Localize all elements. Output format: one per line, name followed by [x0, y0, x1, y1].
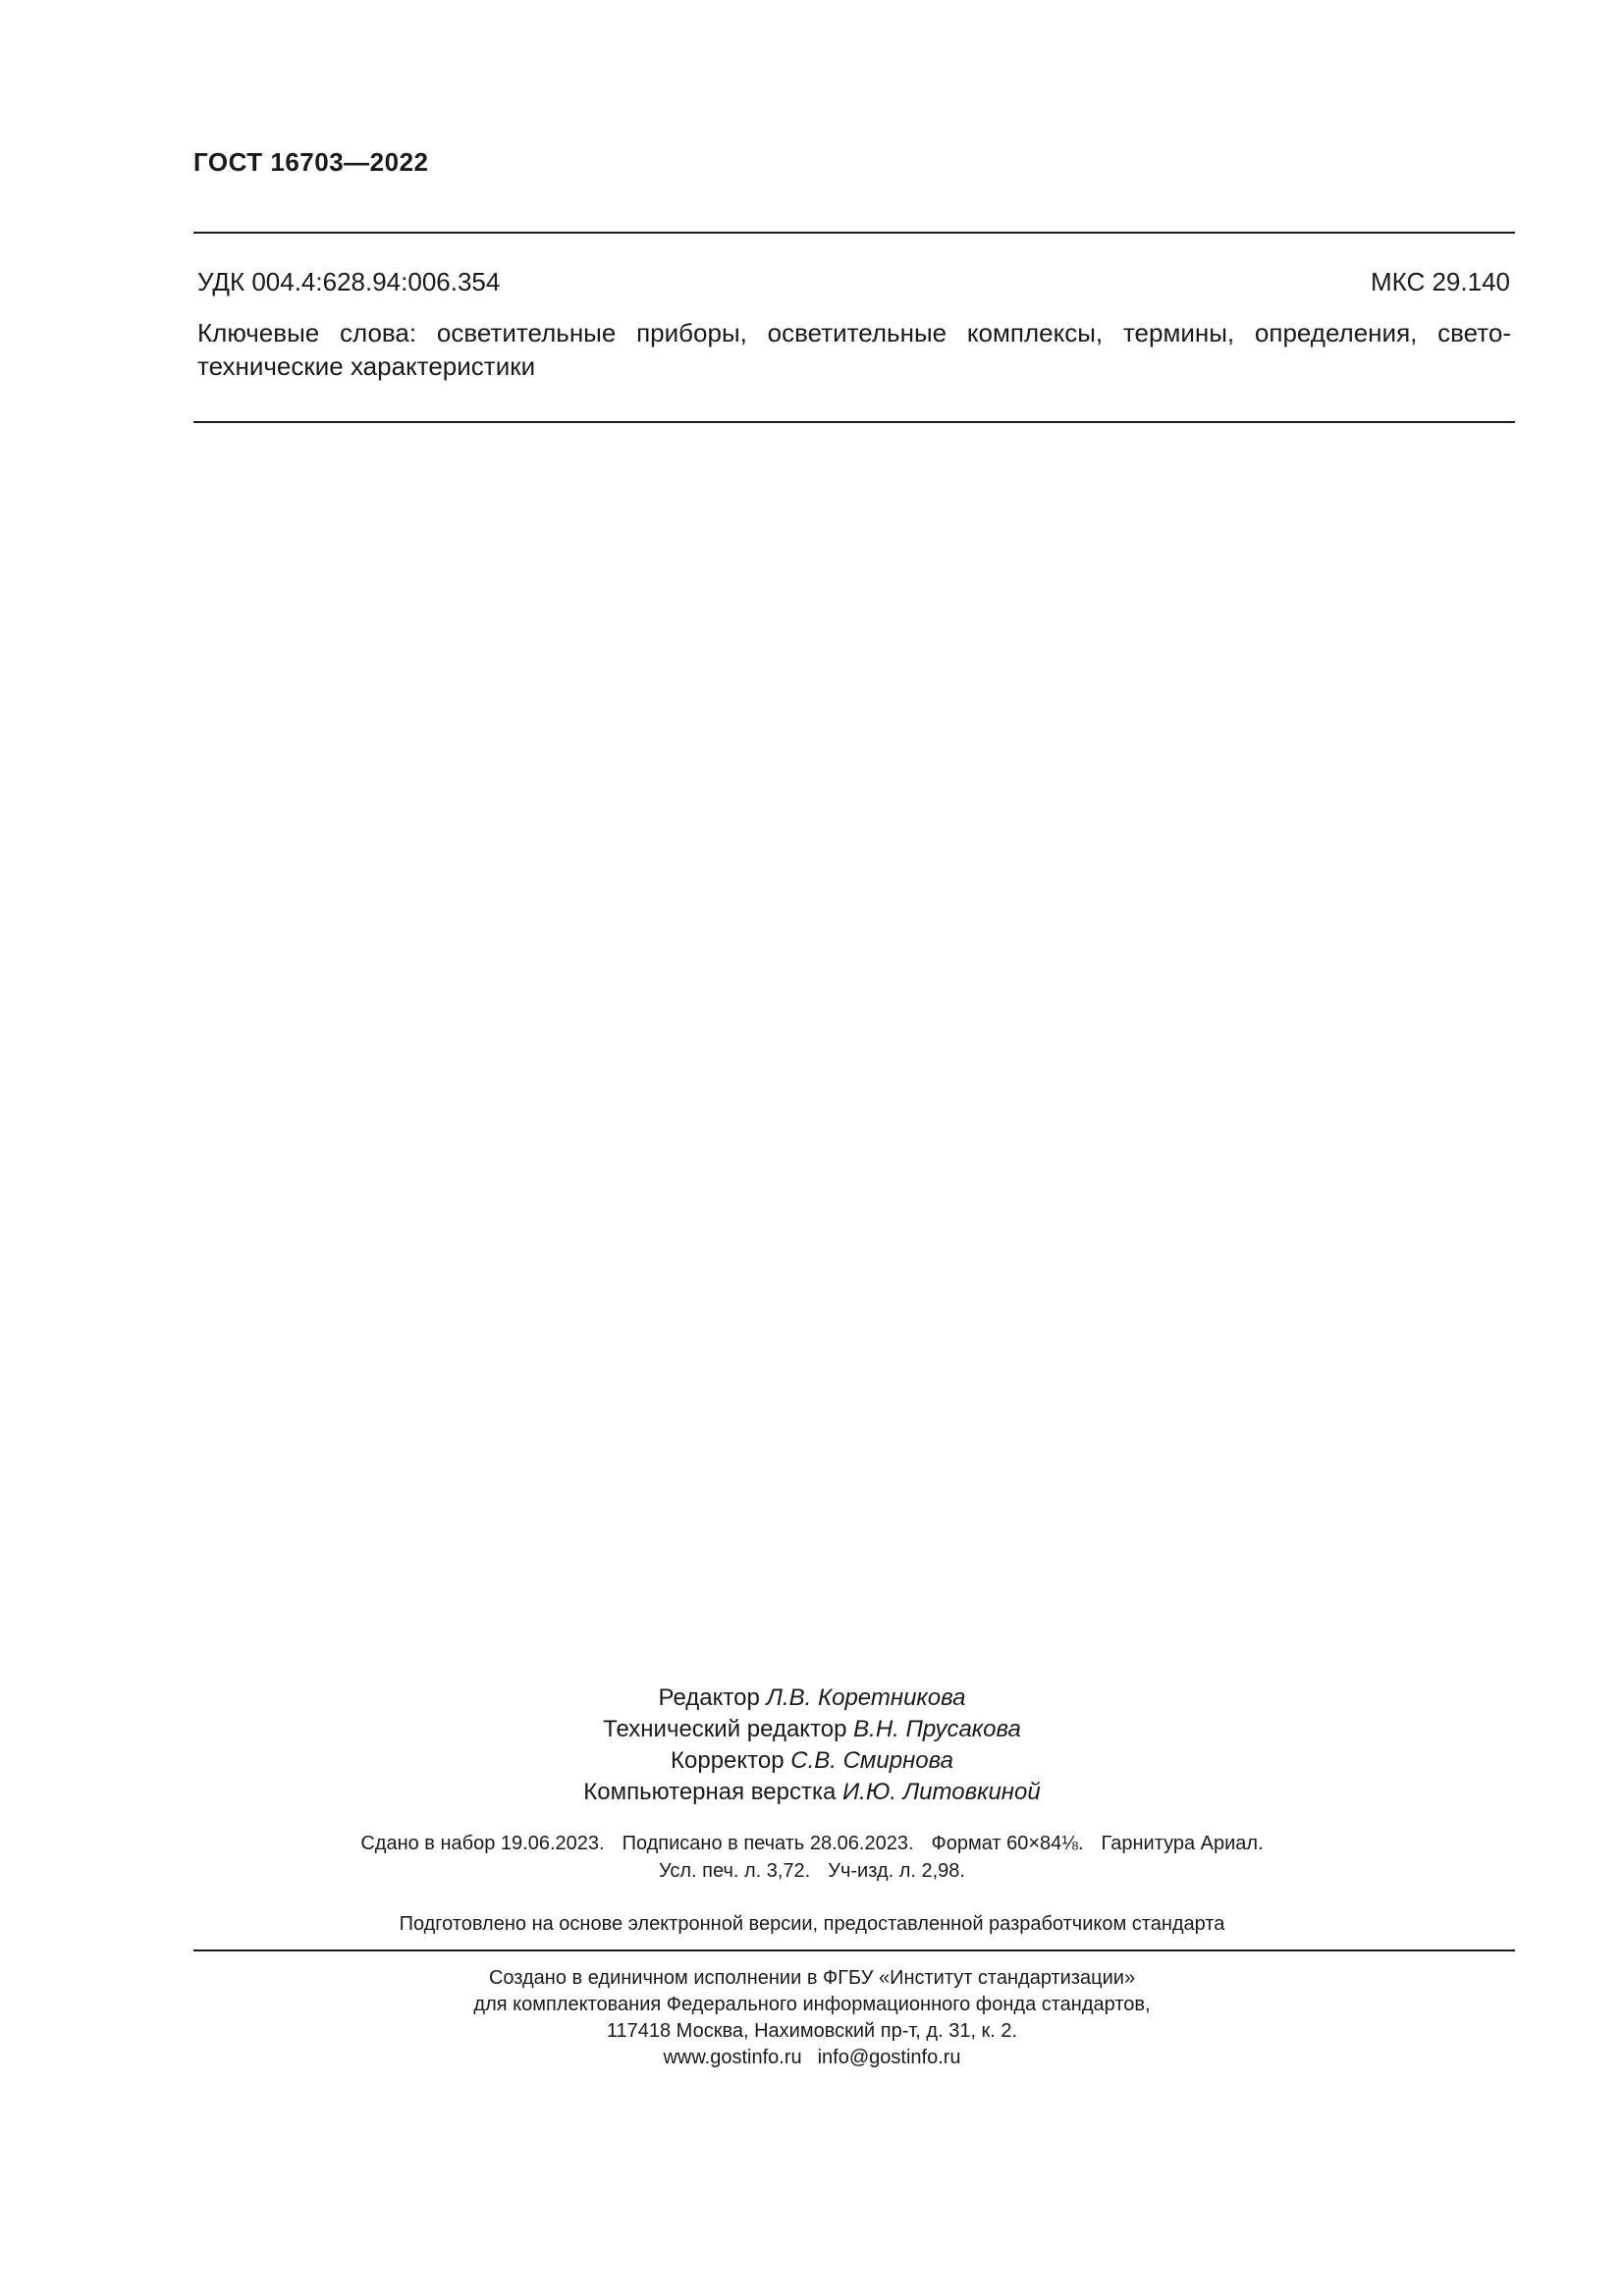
credit-editor-name: Л.В. Коретникова [766, 1684, 966, 1711]
credit-tech-editor [0, 1714, 1624, 1745]
credits-block [0, 1682, 1624, 1808]
credit-tech-editor-role: Технический редактор [603, 1716, 847, 1742]
imprint-format: Формат 60×84⅛. [931, 1833, 1084, 1854]
udk-code: УДК 004.4:628.94:006.354 [197, 267, 501, 296]
credit-layout [0, 1777, 1624, 1808]
bottom-divider [193, 1949, 1515, 1951]
credit-editor-role: Редактор [658, 1684, 760, 1711]
publisher-contacts [0, 2045, 1624, 2071]
top-divider [193, 232, 1515, 234]
prepared-note: Подготовлено на основе электронной версии, предоставленной разработчиком стандарта [399, 1913, 1225, 1935]
credit-layout-role: Компьютерная верстка [583, 1779, 837, 1805]
keywords-text: Ключевые слова: осветительные приборы, осветительные комплексы, термины, определения, свето-технические характеристики [197, 318, 1511, 381]
standard-code: ГОСТ 16703—2022 [193, 147, 429, 177]
imprint-publisher-sheets: Уч-изд. л. 2,98. [828, 1860, 965, 1882]
mks-code: МКС 29.140 [1370, 267, 1510, 296]
publisher-line-1: Создано в единичном исполнении в ФГБУ «Институт стандартизации» [488, 1967, 1136, 1989]
credit-tech-editor-name: В.Н. Прусакова [853, 1716, 1021, 1742]
imprint-print-sheets: Усл. печ. л. 3,72. [659, 1860, 811, 1882]
publisher-email[interactable]: info@gostinfo.ru [817, 2047, 961, 2068]
keywords-divider [193, 421, 1515, 423]
imprint-submitted: Сдано в набор 19.06.2023. [360, 1833, 605, 1854]
publisher-website[interactable]: www.gostinfo.ru [663, 2047, 802, 2068]
credit-corrector-name: С.В. Смирнова [790, 1747, 953, 1774]
imprint-line-1 [0, 1830, 1624, 1857]
credit-layout-name: И.Ю. Литовкиной [842, 1779, 1041, 1805]
credit-corrector [0, 1745, 1624, 1777]
credit-corrector-role: Корректор [671, 1747, 785, 1774]
imprint-block [0, 1830, 1624, 1885]
publisher-address: 117418 Москва, Нахимовский пр-т, д. 31, к. 2. [606, 2020, 1018, 2042]
publisher-line-2: для комплектования Федерального информационного фонда стандартов, [473, 1994, 1151, 2015]
credit-editor [0, 1682, 1624, 1714]
imprint-signed: Подписано в печать 28.06.2023. [622, 1833, 914, 1854]
imprint-line-2 [0, 1857, 1624, 1885]
publisher-block [0, 1965, 1624, 2071]
imprint-typeface: Гарнитура Ариал. [1101, 1833, 1264, 1854]
